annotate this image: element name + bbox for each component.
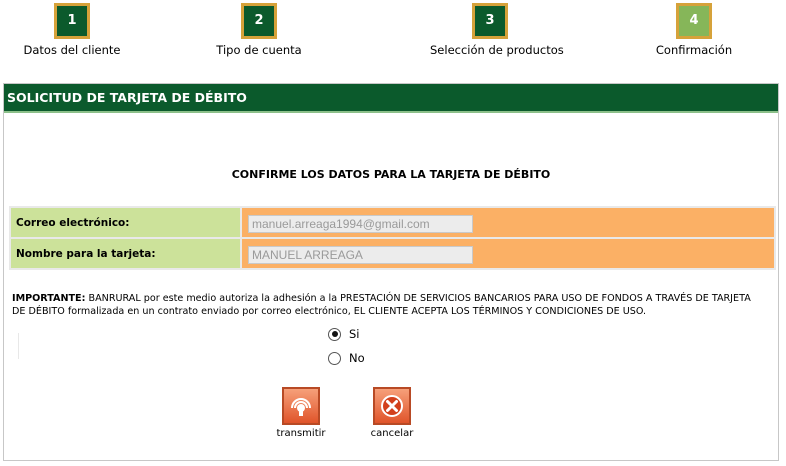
step-number-box: 1: [54, 3, 90, 39]
step-label: Confirmación: [655, 43, 733, 57]
card-name-field[interactable]: [248, 246, 473, 264]
divider: [18, 333, 19, 359]
notice-strong: IMPORTANTE:: [12, 293, 86, 304]
step-number-box: 2: [241, 3, 277, 39]
transmit-label: transmitir: [276, 428, 326, 439]
cancel-button[interactable]: [362, 387, 422, 439]
cancel-label: cancelar: [370, 428, 414, 439]
step-number-box: 3: [472, 3, 508, 39]
cancel-icon: [373, 387, 411, 425]
step-3: [430, 3, 564, 57]
step-label: Tipo de cuenta: [216, 43, 302, 57]
radio-yes[interactable]: [328, 328, 341, 341]
option-no-label: No: [349, 351, 365, 365]
step-2: [199, 3, 319, 57]
email-label: Correo electrónico:: [11, 208, 240, 237]
option-yes[interactable]: [328, 322, 365, 346]
step-label: Selección de productos: [430, 43, 564, 57]
option-yes-label: Si: [349, 327, 360, 341]
notice-text: BANRURAL por este medio autoriza la adhesión a la PRESTACIÓN DE SERVICIOS BANCARIOS PARA USO DE FONDOS A TRAVÉS DE TARJETA DE DÉBITO formalizada en un contrato enviado por correo electrónico, EL CLIENTE ACEPTA LOS TÉRMINOS Y CONDICIONES DE USO.: [12, 293, 751, 317]
form-row-name: [11, 239, 774, 268]
terms-notice: [12, 293, 752, 318]
transmit-icon: [282, 387, 320, 425]
progress-stepper: [0, 0, 786, 80]
email-cell: [242, 208, 774, 237]
step-number-box: 4: [676, 3, 712, 39]
confirm-title: CONFIRME LOS DATOS PARA LA TARJETA DE DÉBITO: [231, 168, 551, 181]
form-row-email: [11, 208, 774, 237]
action-buttons: [271, 387, 431, 447]
confirmation-form: [9, 206, 776, 270]
step-1: [12, 3, 132, 57]
card-name-label: Nombre para la tarjeta:: [11, 239, 240, 268]
transmit-button[interactable]: [271, 387, 331, 439]
email-field[interactable]: [248, 215, 473, 233]
step-4: [634, 3, 754, 57]
step-label: Datos del cliente: [23, 43, 121, 57]
panel-title: SOLICITUD DE TARJETA DE DÉBITO: [4, 84, 778, 113]
card-name-cell: [242, 239, 774, 268]
request-panel: [3, 83, 779, 461]
acceptance-options: [328, 322, 365, 370]
radio-no[interactable]: [328, 352, 341, 365]
option-no[interactable]: [328, 346, 365, 370]
